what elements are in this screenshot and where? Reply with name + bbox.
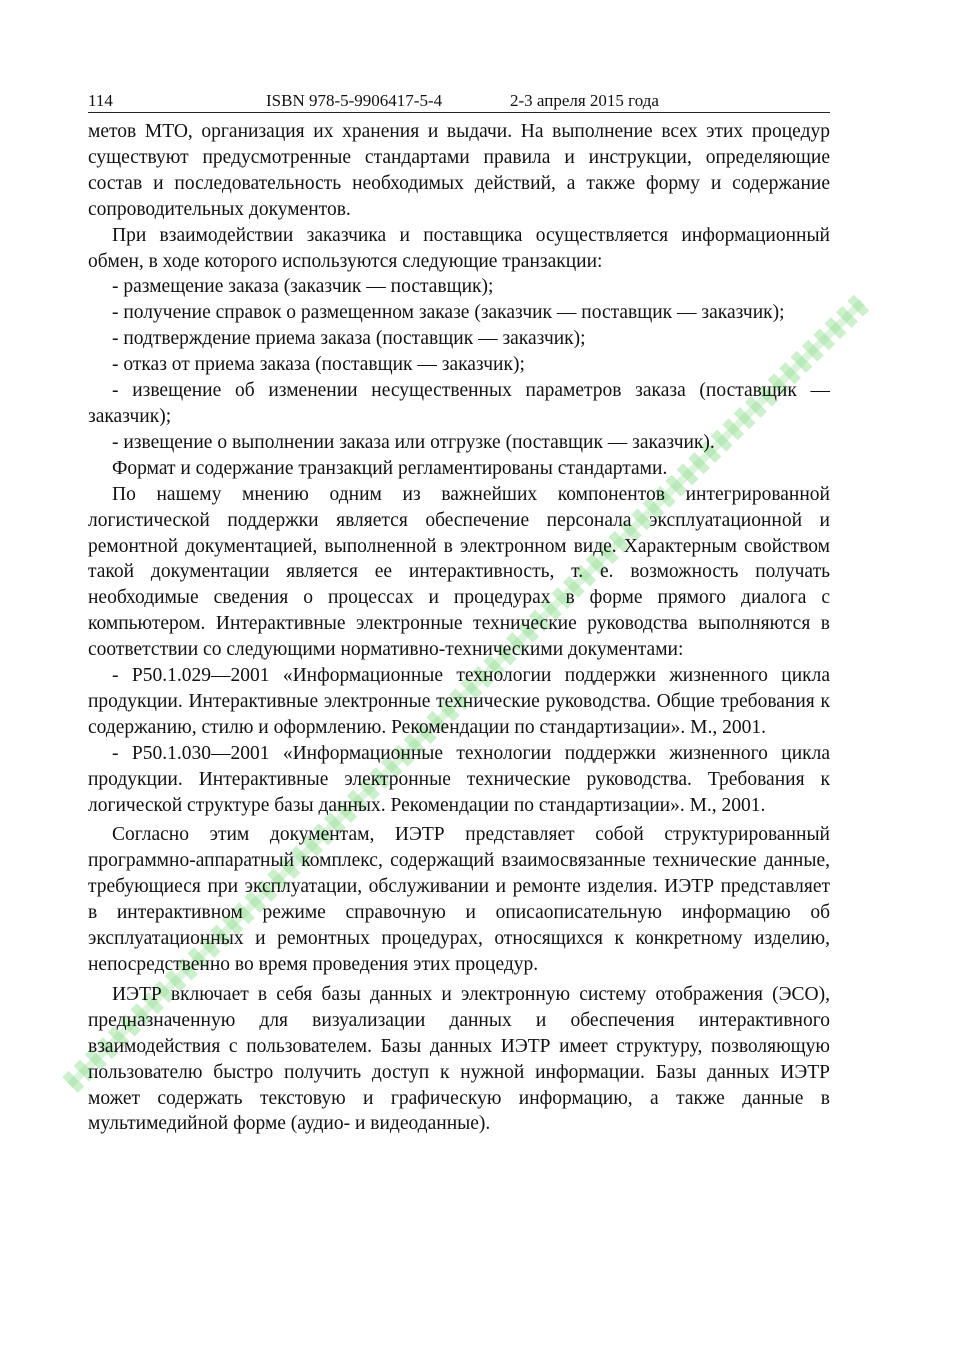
paragraph-ietr-composition: ИЭТР включает в себя базы данных и электронную систему отображения (ЭСО), предназначенную для визуализации данных и обеспечения интерактивного взаимодействия с пользователем. Базы данных ИЭТР имеет структуру, позволяющую пользователю быстро получить доступ к нужной информации. Базы данных ИЭТР может содержать текстовую и графическую информацию, а также данные в мультимедийной форме (аудио- и видеоданные). <box>88 983 830 1135</box>
paragraph-ietr-intro: По нашему мнению одним из важнейших компонентов интегрированной логистической поддержки является обеспечение персонала эксплуатационной и ремонтной документацией, выполненной в электронном виде. Характерным свойством такой документации является ее интерактивность, т. е. возможность получать необходимые сведения о процессах и процедурах в форме прямого диалога с компьютером. Интерактивные электронные технические руководства выполняются в соответствии со следующими нормативно-техническими документами: <box>88 483 830 661</box>
paragraph-transactions-intro: При взаимодействии заказчика и поставщика осуществляется информационный обмен, в ходе которого используются следующие транзакции: <box>88 224 830 272</box>
list-item: - размещение заказа (заказчик — поставщик); <box>112 276 494 298</box>
isbn: ISBN 978-5-9906417-5-4 <box>266 91 443 110</box>
document-page <box>88 86 830 1137</box>
paragraph-format: Формат и содержание транзакций регламентированы стандартами. <box>112 457 668 479</box>
paragraph-ietr-definition: Согласно этим документам, ИЭТР представляет собой структурированный программно-аппаратный комплекс, содержащий взаимосвязанные технические данные, требующиеся при эксплуатации, обслуживании и ремонте изделия. ИЭТР представляет в интерактивном режиме справочную и описаописательную информацию об эксплуатационных и ремонтных процедурах, относящихся к конкретному изделию, непосредственно во время проведения этих процедур. <box>88 824 830 975</box>
paragraph-continuation: метов МТО, организация их хранения и выдачи. На выполнение всех этих процедур существуют предусмотренные стандартами правила и инструкции, определяющие состав и последовательность необходимых действий, а также форму и содержание сопроводительных документов. <box>88 121 830 220</box>
page-number: 114 <box>88 91 113 110</box>
standard-reference: - Р50.1.030—2001 «Информационные технологии поддержки жизненного цикла продукции. Интерактивные электронные технические руководства. Требования к логической структуре базы данных. Рекомендации по стандартизации». М., 2001. <box>88 742 830 816</box>
running-header <box>88 86 830 113</box>
list-item: - подтверждение приема заказа (поставщик — заказчик); <box>112 328 586 350</box>
list-item: - отказ от приема заказа (поставщик — заказчик); <box>112 354 525 376</box>
list-item: - извещение о выполнении заказа или отгрузке (поставщик — заказчик). <box>112 431 715 453</box>
list-item: - извещение об изменении несущественных параметров заказа (поставщик — заказчик); <box>88 380 830 427</box>
list-item: - получение справок о размещенном заказе (заказчик — поставщик — заказчик); <box>112 302 785 324</box>
standard-reference: - Р50.1.029—2001 «Информационные технологии поддержки жизненного цикла продукции. Интерактивные электронные технические руководства. Общие требования к содержанию, стилю и оформлению. Рекомендации по стандартизации». М., 2001. <box>88 665 830 738</box>
conference-date: 2-3 апреля 2015 года <box>510 91 659 110</box>
